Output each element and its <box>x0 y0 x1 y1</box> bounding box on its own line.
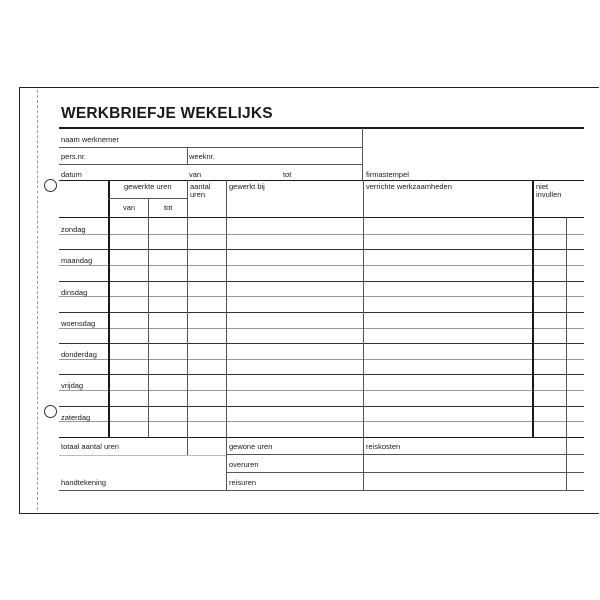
niet-label: niet <box>536 182 549 191</box>
firmastempel-label: firmastempel <box>366 170 409 179</box>
column-divider <box>108 180 110 437</box>
column-divider <box>363 180 364 490</box>
footer-left-line <box>59 455 226 456</box>
gewerkte-uren-subline <box>108 198 187 199</box>
binder-hole-top <box>44 179 57 192</box>
day-separator-line <box>59 312 584 313</box>
overuren-label: overuren <box>229 460 259 469</box>
binder-hole-bottom <box>44 405 57 418</box>
day-label-zaterdag: zaterdag <box>61 413 91 422</box>
day-label-vrijdag: vrijdag <box>61 381 84 390</box>
gewone-uren-label: gewone uren <box>229 442 273 451</box>
form-title: WERKBRIEFJE WEKELIJKS <box>61 105 273 122</box>
day-separator-line <box>59 406 584 407</box>
day-separator-line <box>59 343 584 344</box>
totaal-aantal-uren-label: totaal aantal uren <box>61 442 119 451</box>
day-subrow-line <box>59 359 584 360</box>
pers-field-line[interactable] <box>59 164 363 165</box>
day-label-dinsdag: dinsdag <box>61 288 88 297</box>
header-stamp-divider <box>362 128 363 180</box>
uren-label: uren <box>190 190 206 199</box>
day-subrow-line <box>59 390 584 391</box>
datum-van-label: van <box>189 170 202 179</box>
column-divider <box>566 217 567 490</box>
column-divider <box>148 198 149 437</box>
datum-tot-label: tot <box>283 170 292 179</box>
datum-label: datum <box>61 170 82 179</box>
weeknr-label: weeknr. <box>189 152 215 161</box>
uren-van-label: van <box>123 203 136 212</box>
naam-werknemer-label: naam werknemer <box>61 135 119 144</box>
pers-nr-label: pers.nr. <box>61 152 87 161</box>
day-label-donderdag: donderdag <box>61 350 97 359</box>
day-separator-line <box>59 374 584 375</box>
day-separator-line <box>59 281 584 282</box>
day-separator-line <box>59 249 584 250</box>
footer-line-1 <box>226 454 584 455</box>
table-bottom-line <box>59 437 584 438</box>
day-label-woensdag: woensdag <box>61 319 96 328</box>
invullen-label: invullen <box>536 190 562 199</box>
day-subrow-line <box>59 296 584 297</box>
handtekening-label: handtekening <box>61 478 107 487</box>
perforation-line <box>37 90 38 510</box>
day-subrow-line <box>59 265 584 266</box>
day-subrow-line <box>59 234 584 235</box>
footer-total-divider <box>187 437 188 455</box>
day-label-maandag: maandag <box>61 256 93 265</box>
gewerkte-uren-label: gewerkte uren <box>124 182 172 191</box>
reisuren-label: reisuren <box>229 478 257 487</box>
pers-week-divider <box>187 148 188 165</box>
title-underline <box>59 127 584 129</box>
day-label-zondag: zondag <box>61 225 86 234</box>
verrichte-werkzaamheden-label: verrichte werkzaamheden <box>366 182 452 191</box>
uren-tot-label: tot <box>164 203 173 212</box>
column-divider <box>187 180 188 437</box>
column-divider <box>226 180 227 490</box>
table-top-line <box>59 180 584 181</box>
day-subrow-line <box>59 328 584 329</box>
gewerkt-bij-label: gewerkt bij <box>229 182 265 191</box>
footer-line-2 <box>226 472 584 473</box>
column-divider <box>532 180 534 437</box>
table-header-bottom <box>59 217 584 218</box>
day-subrow-line <box>59 421 584 422</box>
naam-field-line[interactable] <box>59 147 363 148</box>
footer-line-3 <box>59 490 584 491</box>
reiskosten-label: reiskosten <box>366 442 401 451</box>
aantal-label: aantal <box>190 182 211 191</box>
